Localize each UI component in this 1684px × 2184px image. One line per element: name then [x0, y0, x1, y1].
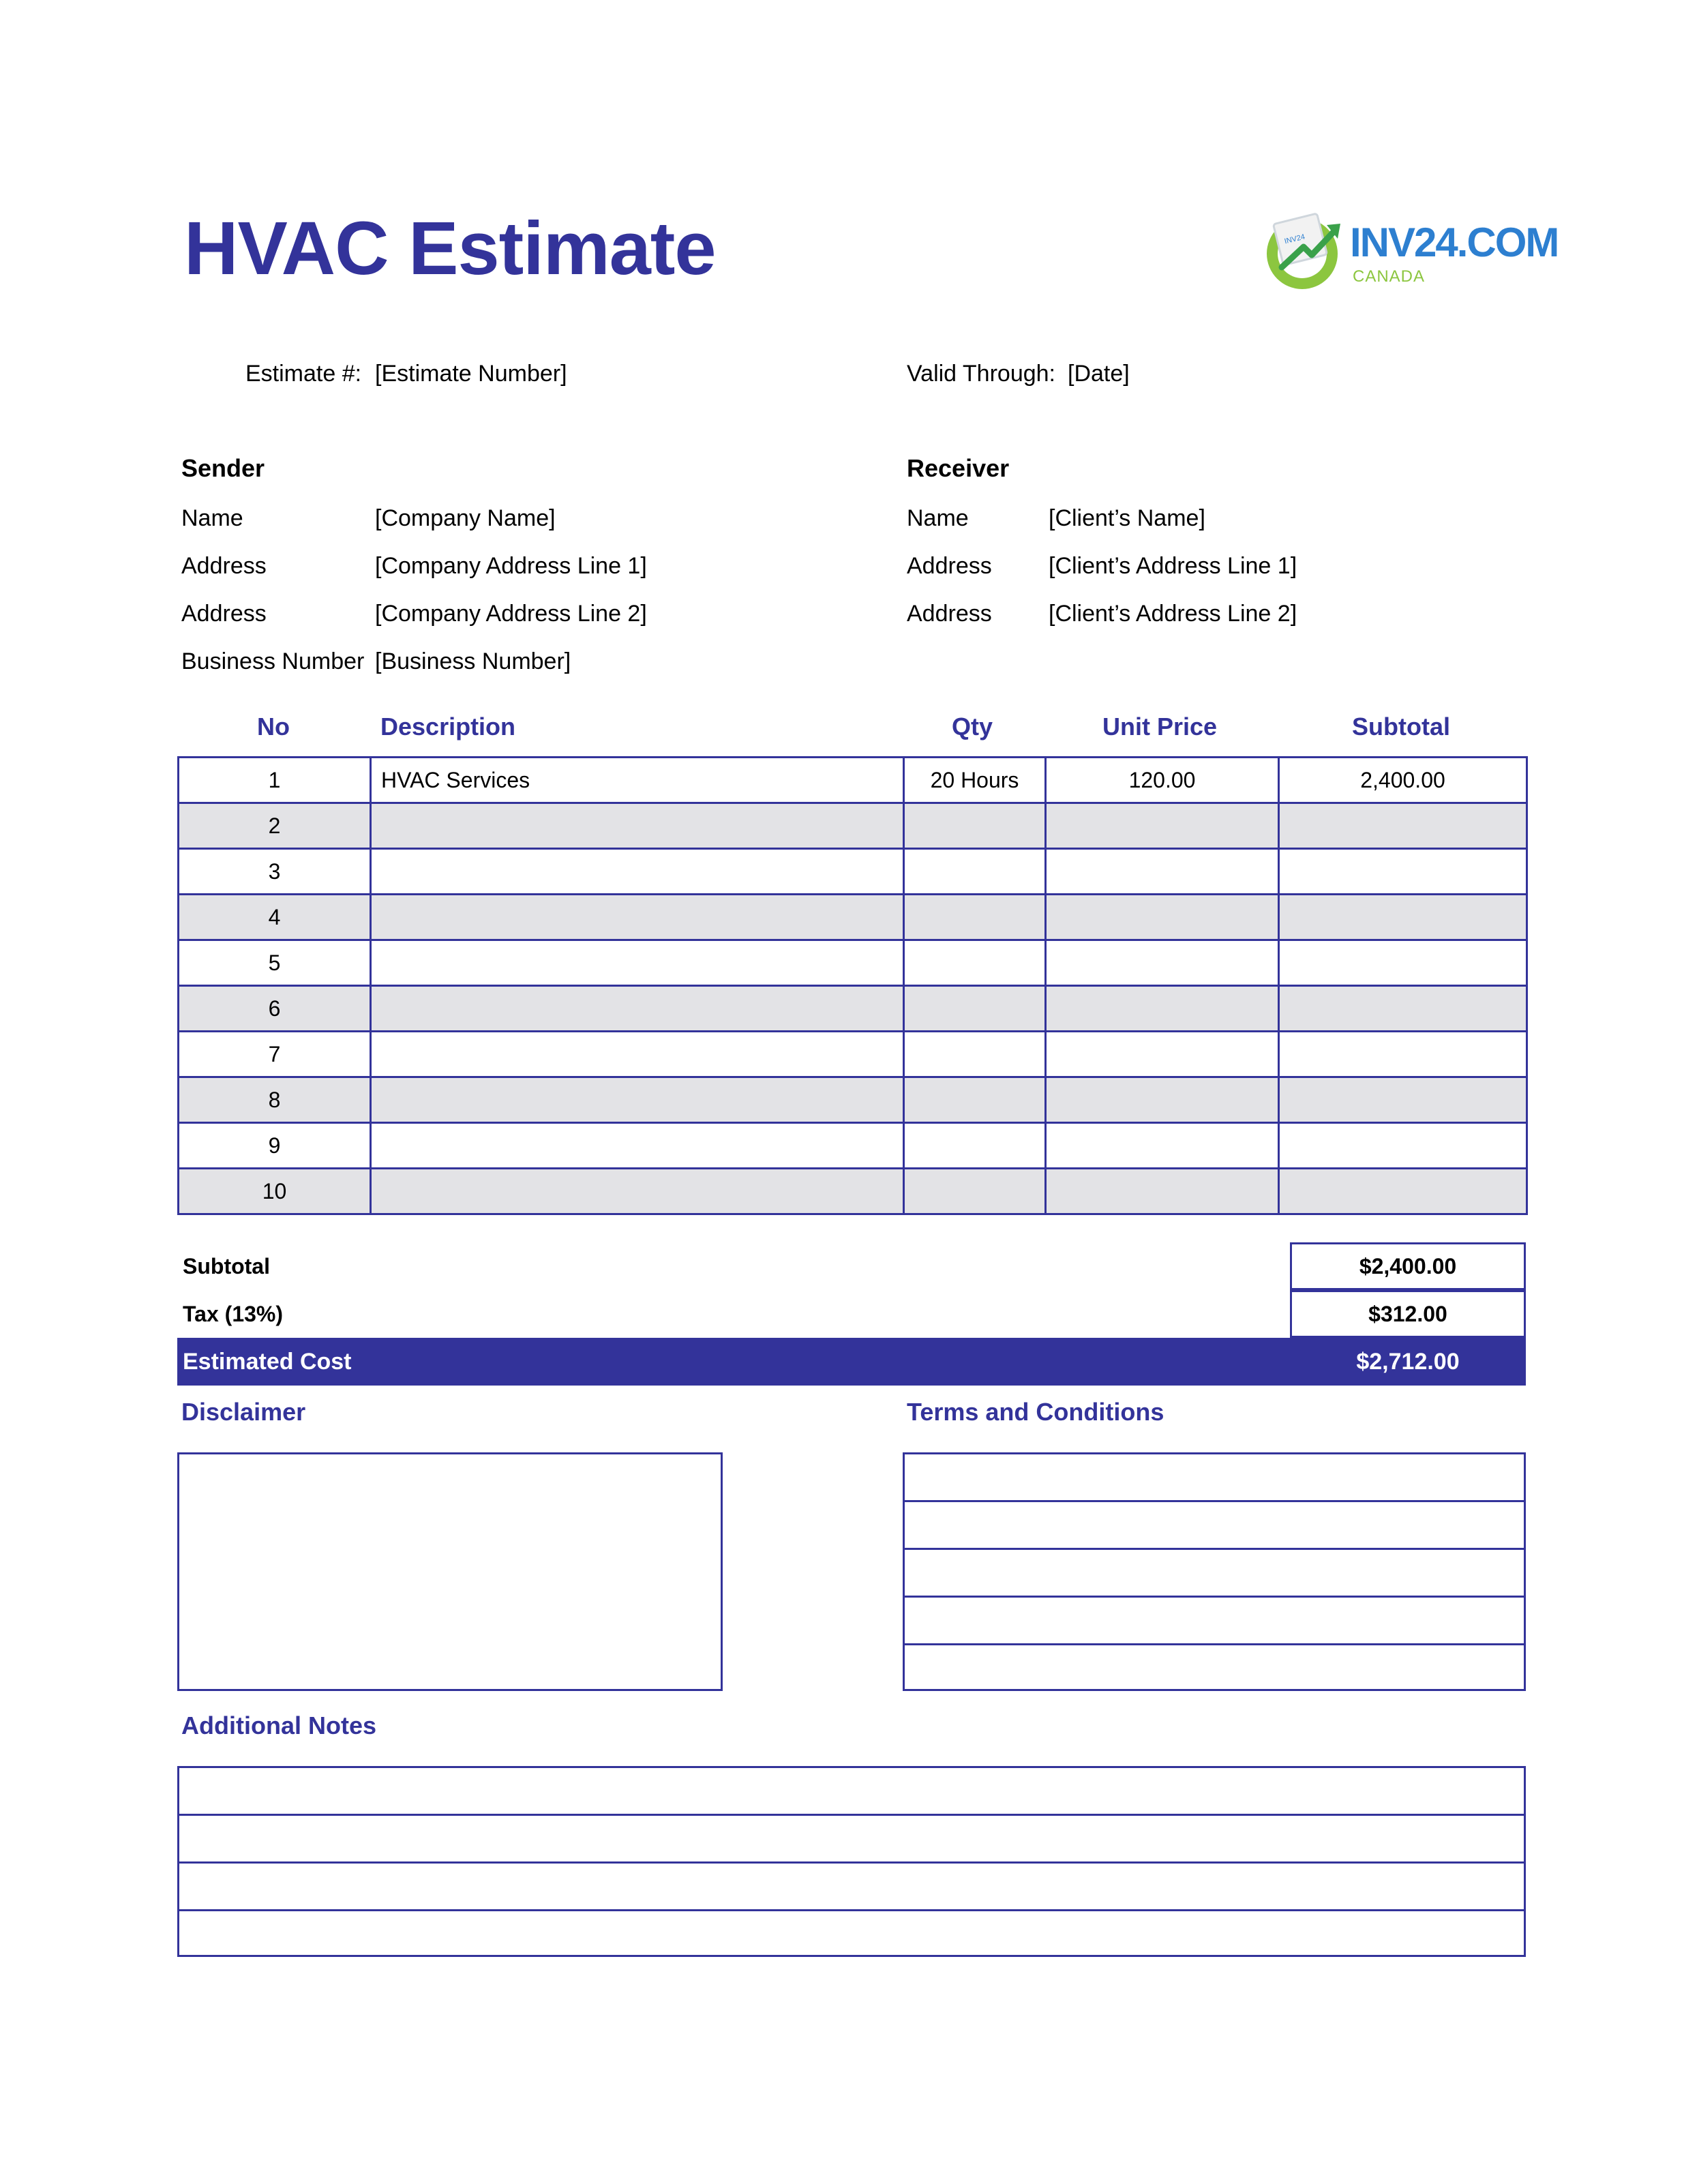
- notes-line[interactable]: [179, 1816, 1524, 1864]
- cell-description[interactable]: [371, 1077, 904, 1123]
- cell-description[interactable]: [371, 849, 904, 895]
- header-qty: Qty: [951, 713, 993, 741]
- estimated-cost-value: $2,712.00: [1356, 1349, 1460, 1375]
- page-title: HVAC Estimate: [184, 207, 716, 290]
- cell-no: 2: [179, 803, 371, 849]
- valid-through-label: Valid Through:: [907, 361, 1055, 387]
- cell-no: 10: [179, 1169, 371, 1214]
- estimate-number-label: Estimate #:: [245, 361, 362, 387]
- notes-heading: Additional Notes: [181, 1711, 376, 1739]
- terms-line[interactable]: [905, 1598, 1524, 1645]
- cell-unit-price[interactable]: [1046, 1032, 1279, 1077]
- cell-qty[interactable]: [904, 1169, 1046, 1214]
- receiver-address2-value[interactable]: [Client’s Address Line 2]: [1049, 601, 1297, 627]
- cell-unit-price[interactable]: [1046, 849, 1279, 895]
- cell-no: 6: [179, 986, 371, 1032]
- receiver-address1-label: Address: [907, 553, 992, 579]
- terms-line[interactable]: [905, 1454, 1524, 1502]
- logo-text: INV24.COM: [1350, 220, 1559, 265]
- cell-subtotal: [1279, 803, 1527, 849]
- header-description: Description: [380, 713, 516, 741]
- cell-no: 9: [179, 1123, 371, 1169]
- sender-name-label: Name: [181, 505, 243, 531]
- sender-heading: Sender: [181, 454, 265, 482]
- cell-qty[interactable]: [904, 1032, 1046, 1077]
- disclaimer-heading: Disclaimer: [181, 1398, 306, 1426]
- sender-name-value[interactable]: [Company Name]: [375, 505, 556, 531]
- tax-label: Tax (13%): [183, 1302, 284, 1326]
- cell-no: 7: [179, 1032, 371, 1077]
- notes-line[interactable]: [179, 1864, 1524, 1911]
- table-row: [179, 895, 1527, 940]
- cell-subtotal: [1279, 1032, 1527, 1077]
- cell-description[interactable]: [371, 940, 904, 986]
- cell-subtotal: [1279, 1123, 1527, 1169]
- cell-qty[interactable]: [904, 895, 1046, 940]
- table-row: [179, 849, 1527, 895]
- estimate-number-value[interactable]: [Estimate Number]: [375, 361, 567, 387]
- table-row: [179, 940, 1527, 986]
- cell-description[interactable]: [371, 1169, 904, 1214]
- cell-subtotal: 2,400.00: [1279, 758, 1527, 803]
- receiver-address2-label: Address: [907, 601, 992, 627]
- table-row: [179, 803, 1527, 849]
- notes-box: [177, 1766, 1526, 1957]
- cell-description[interactable]: [371, 986, 904, 1032]
- cell-unit-price[interactable]: [1046, 803, 1279, 849]
- receiver-name-value[interactable]: [Client’s Name]: [1049, 505, 1205, 531]
- table-row: [179, 1077, 1527, 1123]
- cell-subtotal: [1279, 849, 1527, 895]
- cell-unit-price[interactable]: 120.00: [1046, 758, 1279, 803]
- logo-subtext: CANADA: [1353, 267, 1426, 286]
- sender-address2-label: Address: [181, 601, 267, 627]
- subtotal-label: Subtotal: [183, 1254, 270, 1278]
- cell-no: 1: [179, 758, 371, 803]
- cell-subtotal: [1279, 1077, 1527, 1123]
- cell-qty[interactable]: 20 Hours: [904, 758, 1046, 803]
- cell-qty[interactable]: [904, 940, 1046, 986]
- cell-unit-price[interactable]: [1046, 1077, 1279, 1123]
- cell-description[interactable]: [371, 895, 904, 940]
- terms-line[interactable]: [905, 1550, 1524, 1598]
- notes-line[interactable]: [179, 1768, 1524, 1816]
- header-subtotal: Subtotal: [1352, 713, 1450, 741]
- subtotal-value: $2,400.00: [1290, 1242, 1526, 1290]
- items-table: [177, 756, 1528, 1215]
- table-row: [179, 986, 1527, 1032]
- header-no: No: [257, 713, 290, 741]
- cell-subtotal: [1279, 940, 1527, 986]
- tax-value: $312.00: [1290, 1290, 1526, 1338]
- cell-no: 8: [179, 1077, 371, 1123]
- sender-address2-value[interactable]: [Company Address Line 2]: [375, 601, 647, 627]
- cell-description[interactable]: HVAC Services: [371, 758, 904, 803]
- cell-subtotal: [1279, 986, 1527, 1032]
- cell-no: 3: [179, 849, 371, 895]
- table-row: [179, 1032, 1527, 1077]
- cell-no: 5: [179, 940, 371, 986]
- notes-line[interactable]: [179, 1911, 1524, 1959]
- receiver-name-label: Name: [907, 505, 969, 531]
- sender-address1-value[interactable]: [Company Address Line 1]: [375, 553, 647, 579]
- cell-unit-price[interactable]: [1046, 940, 1279, 986]
- table-row: [179, 1169, 1527, 1214]
- cell-unit-price[interactable]: [1046, 1169, 1279, 1214]
- estimated-cost-label: Estimated Cost: [183, 1349, 352, 1375]
- cell-unit-price[interactable]: [1046, 1123, 1279, 1169]
- cell-qty[interactable]: [904, 849, 1046, 895]
- terms-heading: Terms and Conditions: [907, 1398, 1164, 1426]
- terms-line[interactable]: [905, 1502, 1524, 1550]
- cell-unit-price[interactable]: [1046, 895, 1279, 940]
- terms-line[interactable]: [905, 1645, 1524, 1693]
- cell-description[interactable]: [371, 803, 904, 849]
- cell-unit-price[interactable]: [1046, 986, 1279, 1032]
- sender-address1-label: Address: [181, 553, 267, 579]
- sender-business-number-value[interactable]: [Business Number]: [375, 648, 571, 674]
- logo-badge-text: INV24: [1283, 233, 1306, 246]
- cell-no: 4: [179, 895, 371, 940]
- cell-qty[interactable]: [904, 803, 1046, 849]
- cell-qty[interactable]: [904, 1077, 1046, 1123]
- cell-description[interactable]: [371, 1032, 904, 1077]
- valid-through-value[interactable]: [Date]: [1068, 361, 1130, 387]
- cell-subtotal: [1279, 1169, 1527, 1214]
- disclaimer-box[interactable]: [177, 1452, 723, 1691]
- sender-business-number-label: Business Number: [181, 648, 365, 674]
- cell-description[interactable]: [371, 1123, 904, 1169]
- header-unit-price: Unit Price: [1102, 713, 1218, 741]
- cell-qty[interactable]: [904, 1123, 1046, 1169]
- terms-box: [903, 1452, 1526, 1691]
- table-row: [179, 758, 1527, 803]
- table-row: [179, 1123, 1527, 1169]
- cell-qty[interactable]: [904, 986, 1046, 1032]
- receiver-heading: Receiver: [907, 454, 1010, 482]
- cell-subtotal: [1279, 895, 1527, 940]
- receiver-address1-value[interactable]: [Client’s Address Line 1]: [1049, 553, 1297, 579]
